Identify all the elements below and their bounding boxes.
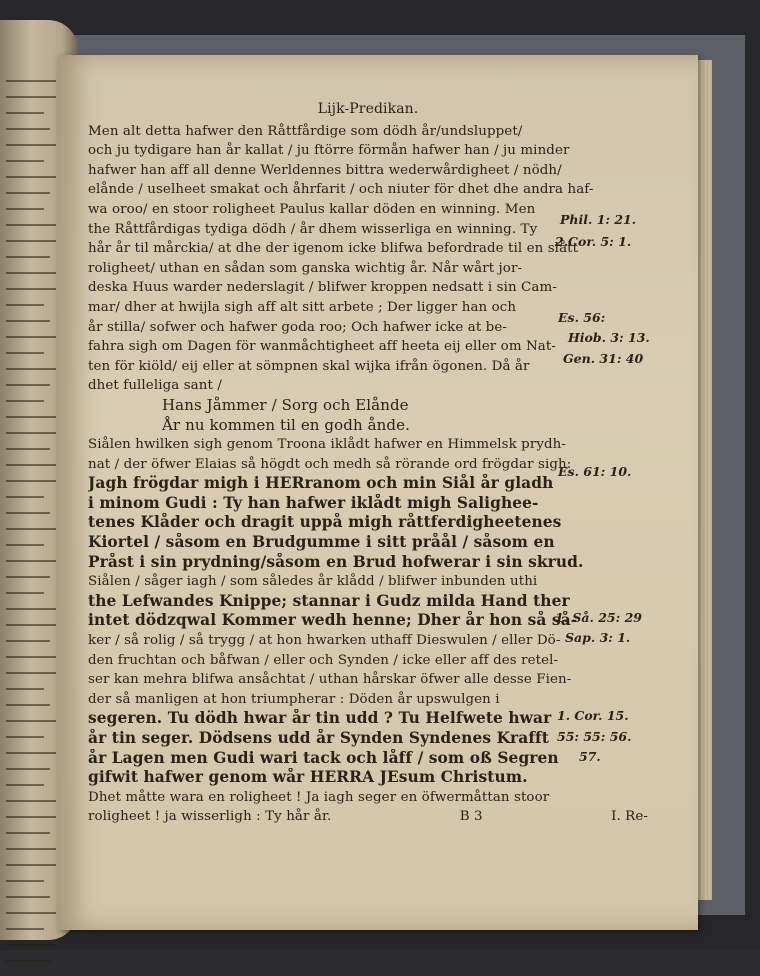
text-line-large: Pråst i sin prydning/såsom en Brud hofwerar i sin skrud. bbox=[88, 552, 584, 571]
text-line: deska Huus warder nederslagit / blifwer kroppen nedsatt i sin Cam- bbox=[88, 280, 557, 296]
text-line: mar/ dher at hwijla sigh aff alt sitt arbete ; Der ligger han och bbox=[88, 299, 517, 315]
text-line: ser kan mehra blifwa ansåchtat / uthan hårskar öfwer alle desse Fien- bbox=[88, 672, 572, 688]
text-line: år stilla/ sofwer och hafwer goda roo; Och hafwer icke at be- bbox=[88, 319, 507, 335]
text-line: dhet fulleliga sant / bbox=[88, 378, 222, 394]
text-line: rolighеet ! ja wisserligh : Ty hår år. bbox=[88, 809, 332, 825]
text-line-large: Jagh frögdar migh i HERranom och min Siål år gladh bbox=[88, 474, 554, 493]
margin-note: 2.Cor. 5: 1. bbox=[555, 234, 632, 249]
text-line: Dhet måtte wara en rolighеet ! Ja iagh seger en öfwermåttan stoor bbox=[88, 789, 550, 805]
text-line-large: år tin seger. Dödsens udd år Synden Syndenes Krafft bbox=[88, 729, 549, 747]
text-line-large: the Lefwandes Knippe; stannar i Gudz milda Hand ther bbox=[88, 591, 570, 610]
facing-page-text bbox=[6, 80, 66, 976]
text-line: den fruchtan och båfwan / eller och Synden / icke eller aff des retel- bbox=[88, 652, 559, 668]
catchword: I. Re- bbox=[611, 809, 648, 825]
verse-line: År nu kommen til en godh ånde. bbox=[162, 415, 410, 434]
text-line: och ju tydigare han år kallat / ju ftörre förmån hafwer han / ju minder bbox=[88, 143, 570, 159]
verse-line: Hans Jåmmer / Sorg och Elånde bbox=[162, 395, 409, 414]
margin-note: 57. bbox=[579, 749, 601, 764]
signature-mark: B 3 bbox=[459, 809, 483, 825]
text-line: Siålen / såger iagh / som således år klådd / blifwer inbunden uthi bbox=[88, 574, 538, 590]
margin-note: Es. 61: 10. bbox=[558, 464, 632, 479]
text-line: elånde / uselheet smakat och åhrfarit / och niuter för dhet dhe andra haf- bbox=[88, 182, 594, 198]
text-line: ten för kiöld/ eij eller at sömpnen skal wijka ifrån ögonen. Då år bbox=[88, 358, 530, 374]
text-line: nat / der öfwer Elaias så högdt och medh så rörande ord frögdar sigh: bbox=[88, 456, 572, 472]
text-line-large: intet dödzqwal Kommer wedh henne; Dher år hon så så- bbox=[88, 611, 578, 630]
text-line-large: gifwit hafwer genom wår HERRA JEsum Christum. bbox=[88, 768, 528, 787]
text-line: ker / så rolig / så trygg / at hon hwarken uthaff Dieswulen / eller Dö- bbox=[88, 633, 561, 649]
margin-note: Sap. 3: 1. bbox=[565, 630, 631, 645]
text-line: fahra sigh om Dagen för wanmåchtigheet aff heeta eij eller om Nat- bbox=[88, 339, 556, 355]
margin-note: Phil. 1: 21. bbox=[560, 212, 637, 227]
page-header: Lijk-Predikan. bbox=[317, 101, 419, 117]
margin-note: Es. 56: bbox=[558, 310, 606, 325]
text-line: the Råttfårdigas tydiga dödh / år dhem wisserliga en winning. Ty bbox=[88, 221, 538, 237]
text-line-large: segeren. Tu dödh hwar år tin udd ? Tu Helfwete hwar bbox=[88, 709, 552, 728]
text-line: Men alt detta hafwer den Råttfårdige som dödh år/undsluppet/ bbox=[88, 123, 523, 139]
text-line-large: år Lagen men Gudi wari tack och låff / som oß Segren bbox=[88, 748, 559, 767]
text-line: hår år til mårckia/ at dhe der igenom icke blifwa befordrade til en slått bbox=[88, 241, 579, 257]
text-line: rolighеet/ uthan en sådan som ganska wichtig år. Når wårt jor- bbox=[88, 260, 523, 276]
text-line-large: Kiortel / såsom en Brudgumme i sitt pråål / såsom en bbox=[88, 533, 555, 552]
text-line: der så manligen at hon triumpherar : Döden år upswulgen i bbox=[88, 691, 500, 707]
text-line: hafwer han aff all denne Werldennes bittra wederwårdigheet / nödh/ bbox=[88, 162, 562, 178]
margin-note: 1. Så. 25: 29 bbox=[555, 610, 642, 625]
text-line: Siålen hwilken sigh genom Troona iklådt hafwer en Himmelsk prydh- bbox=[88, 437, 567, 453]
margin-note: 1. Cor. 15. bbox=[557, 708, 629, 723]
text-line-large: i minom Gudi : Ty han hafwer iklådt migh Saligheе- bbox=[88, 493, 539, 512]
margin-note: 55: 55: 56. bbox=[557, 729, 632, 744]
text-line-large: tenes Klåder och dragit uppå migh råttferdigheetenes bbox=[88, 513, 562, 532]
margin-note: Hiob. 3: 13. bbox=[568, 330, 650, 345]
final-line bbox=[88, 807, 648, 827]
text-line: wa oroo/ en stoor rolighеet Paulus kallar döden en winning. Men bbox=[88, 201, 536, 217]
margin-note: Gen. 31: 40 bbox=[563, 351, 644, 366]
